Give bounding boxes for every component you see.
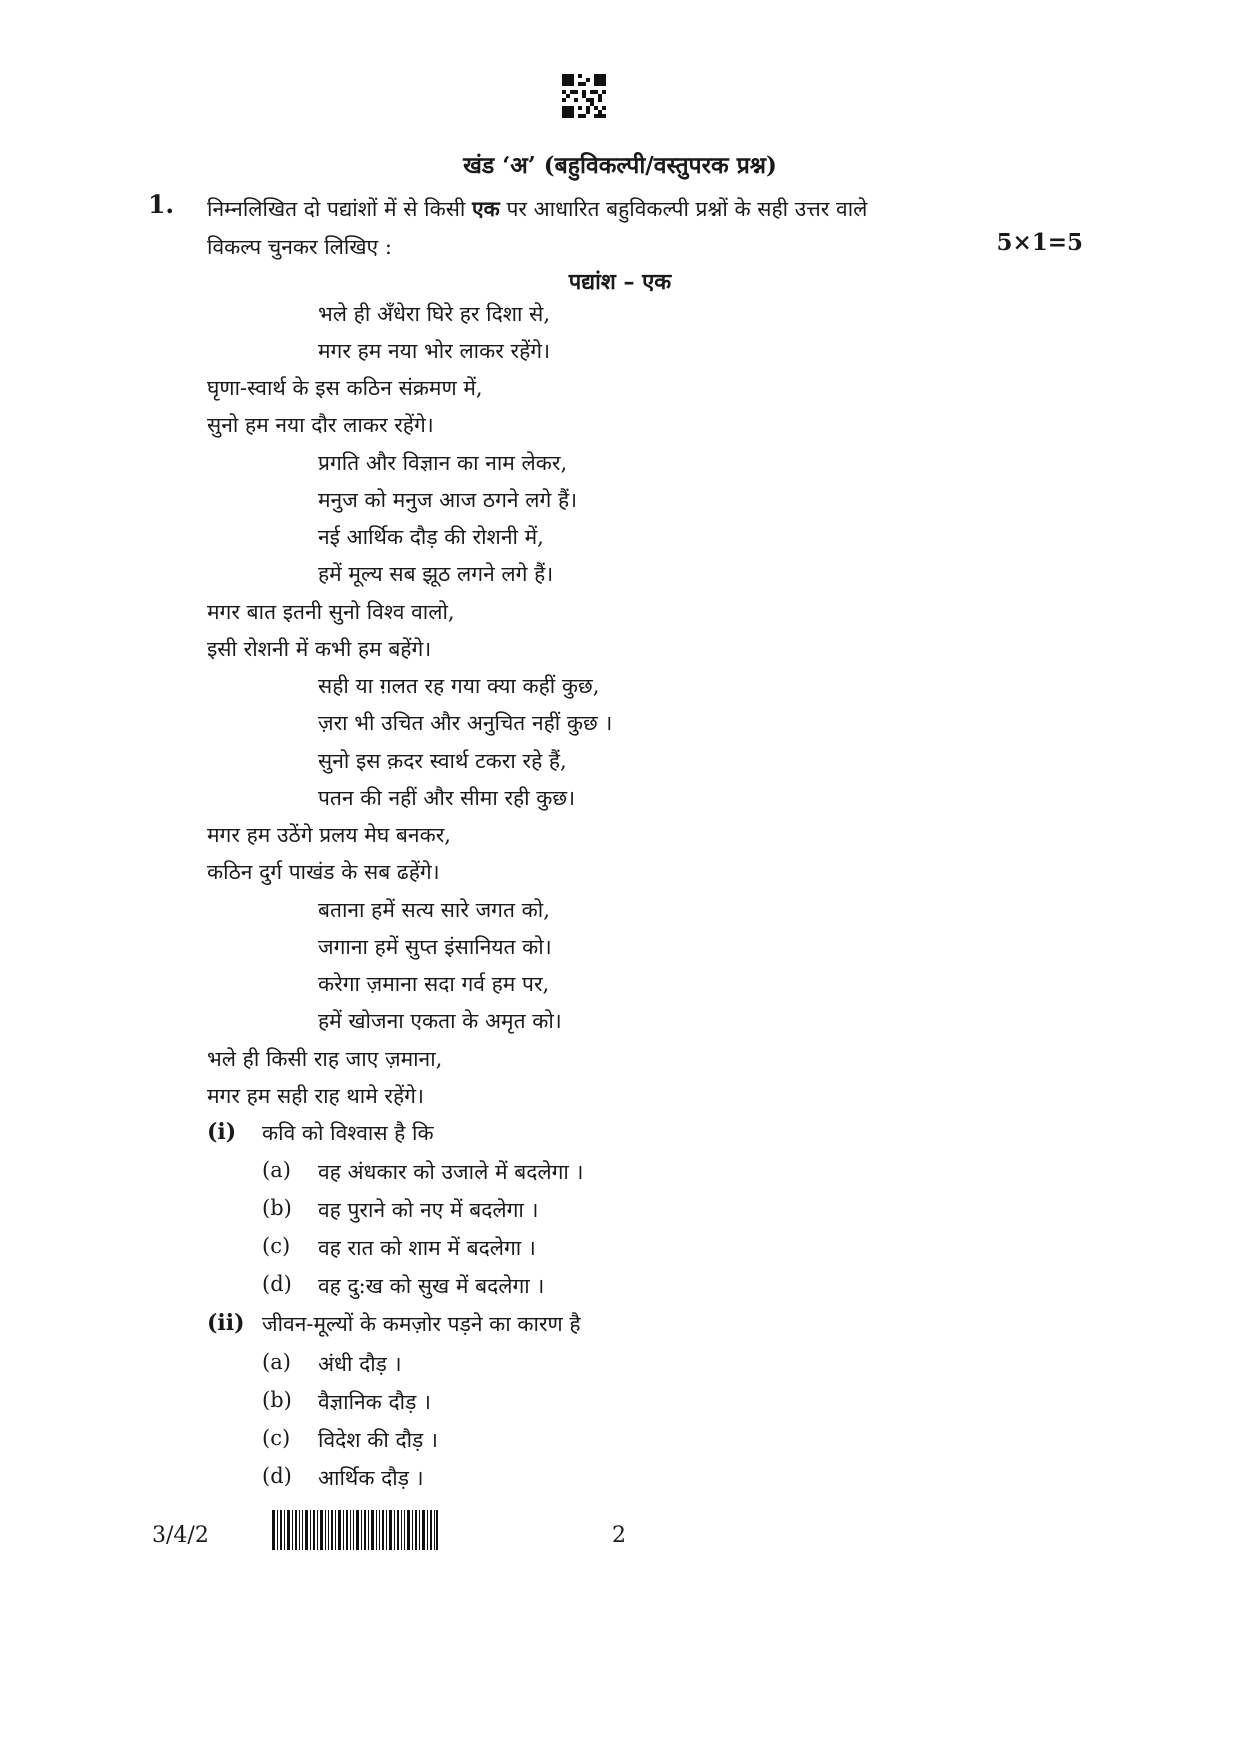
option-label: (a) [262, 1350, 291, 1374]
question-marks: 5×1=5 [996, 229, 1083, 256]
poem-line: जगाना हमें सुप्त इंसानियत को। [318, 935, 552, 959]
question-text-bold: एक [472, 196, 500, 221]
poem-line: मगर हम उठेंगे प्रलय मेघ बनकर, [207, 823, 451, 847]
option-label: (c) [262, 1234, 291, 1258]
option-text: वह दु:ख को सुख में बदलेगा । [318, 1274, 545, 1298]
subquestion-text: कवि को विश्वास है कि [262, 1121, 434, 1145]
option-text: आर्थिक दौड़ । [318, 1466, 424, 1490]
subquestion-text: जीवन-मूल्यों के कमज़ोर पड़ने का कारण है [262, 1312, 581, 1336]
poem-line: नई आर्थिक दौड़ की रोशनी में, [318, 525, 544, 549]
option-label: (d) [262, 1464, 292, 1488]
poem-line: भले ही किसी राह जाए ज़माना, [207, 1047, 443, 1071]
option-text: वह पुराने को नए में बदलेगा । [318, 1198, 539, 1222]
qr-code [562, 74, 606, 118]
option-text: अंधी दौड़ । [318, 1352, 402, 1376]
option-label: (b) [262, 1388, 292, 1412]
poem-line: मगर बात इतनी सुनो विश्व वालो, [207, 600, 455, 624]
page-number: 2 [612, 1523, 626, 1548]
option-text: विदेश की दौड़ । [318, 1428, 438, 1452]
option-label: (b) [262, 1196, 292, 1220]
option-text: वह अंधकार को उजाले में बदलेगा । [318, 1160, 584, 1184]
question-text [207, 190, 987, 266]
poem-line: करेगा ज़माना सदा गर्व हम पर, [318, 972, 550, 996]
poem-line: घृणा-स्वार्थ के इस कठिन संक्रमण में, [207, 376, 483, 400]
poem-line: मगर हम सही राह थामे रहेंगे। [207, 1084, 424, 1108]
poem-line: मगर हम नया भोर लाकर रहेंगे। [318, 339, 551, 363]
poem-line: इसी रोशनी में कभी हम बहेंगे। [207, 637, 432, 661]
question-number: 1. [148, 190, 175, 219]
paper-code: 3/4/2 [152, 1523, 209, 1548]
question-text-part2: पर आधारित बहुविकल्पी प्रश्नों के सही उत्तर वाले [499, 197, 868, 221]
option-text: वह रात को शाम में बदलेगा । [318, 1236, 536, 1260]
option-label: (d) [262, 1272, 292, 1296]
section-title: खंड ‘अ’ (बहुविकल्पी/वस्तुपरक प्रश्न) [463, 152, 777, 179]
poem-line: सुनो हम नया दौर लाकर रहेंगे। [207, 413, 434, 437]
subquestion-number: (i) [207, 1119, 237, 1145]
option-text: वैज्ञानिक दौड़ । [318, 1390, 431, 1414]
passage-title: पद्यांश – एक [568, 269, 672, 295]
poem-line: भले ही अँधेरा घिरे हर दिशा से, [318, 302, 550, 326]
poem-line: प्रगति और विज्ञान का नाम लेकर, [318, 451, 568, 475]
poem-line: पतन की नहीं और सीमा रही कुछ। [318, 786, 576, 810]
option-label: (c) [262, 1426, 291, 1450]
barcode [272, 1510, 438, 1550]
poem-line: हमें खोजना एकता के अमृत को। [318, 1009, 562, 1033]
poem-line: बताना हमें सत्य सारे जगत को, [318, 898, 550, 922]
poem-line: मनुज को मनुज आज ठगने लगे हैं। [318, 488, 578, 512]
poem-line: सही या ग़लत रह गया क्या कहीं कुछ, [318, 674, 600, 698]
poem-line: कठिन दुर्ग पाखंड के सब ढहेंगे। [207, 860, 440, 884]
poem-line: सुनो इस क़दर स्वार्थ टकरा रहे हैं, [318, 749, 567, 773]
question-text-line2: विकल्प चुनकर लिखिए : [207, 235, 392, 259]
poem-line: ज़रा भी उचित और अनुचित नहीं कुछ । [318, 711, 613, 735]
option-label: (a) [262, 1158, 291, 1182]
poem-line: हमें मूल्य सब झूठ लगने लगे हैं। [318, 562, 554, 586]
subquestion-number: (ii) [207, 1310, 245, 1336]
question-text-part1: निम्नलिखित दो पद्यांशों में से किसी [207, 197, 473, 221]
